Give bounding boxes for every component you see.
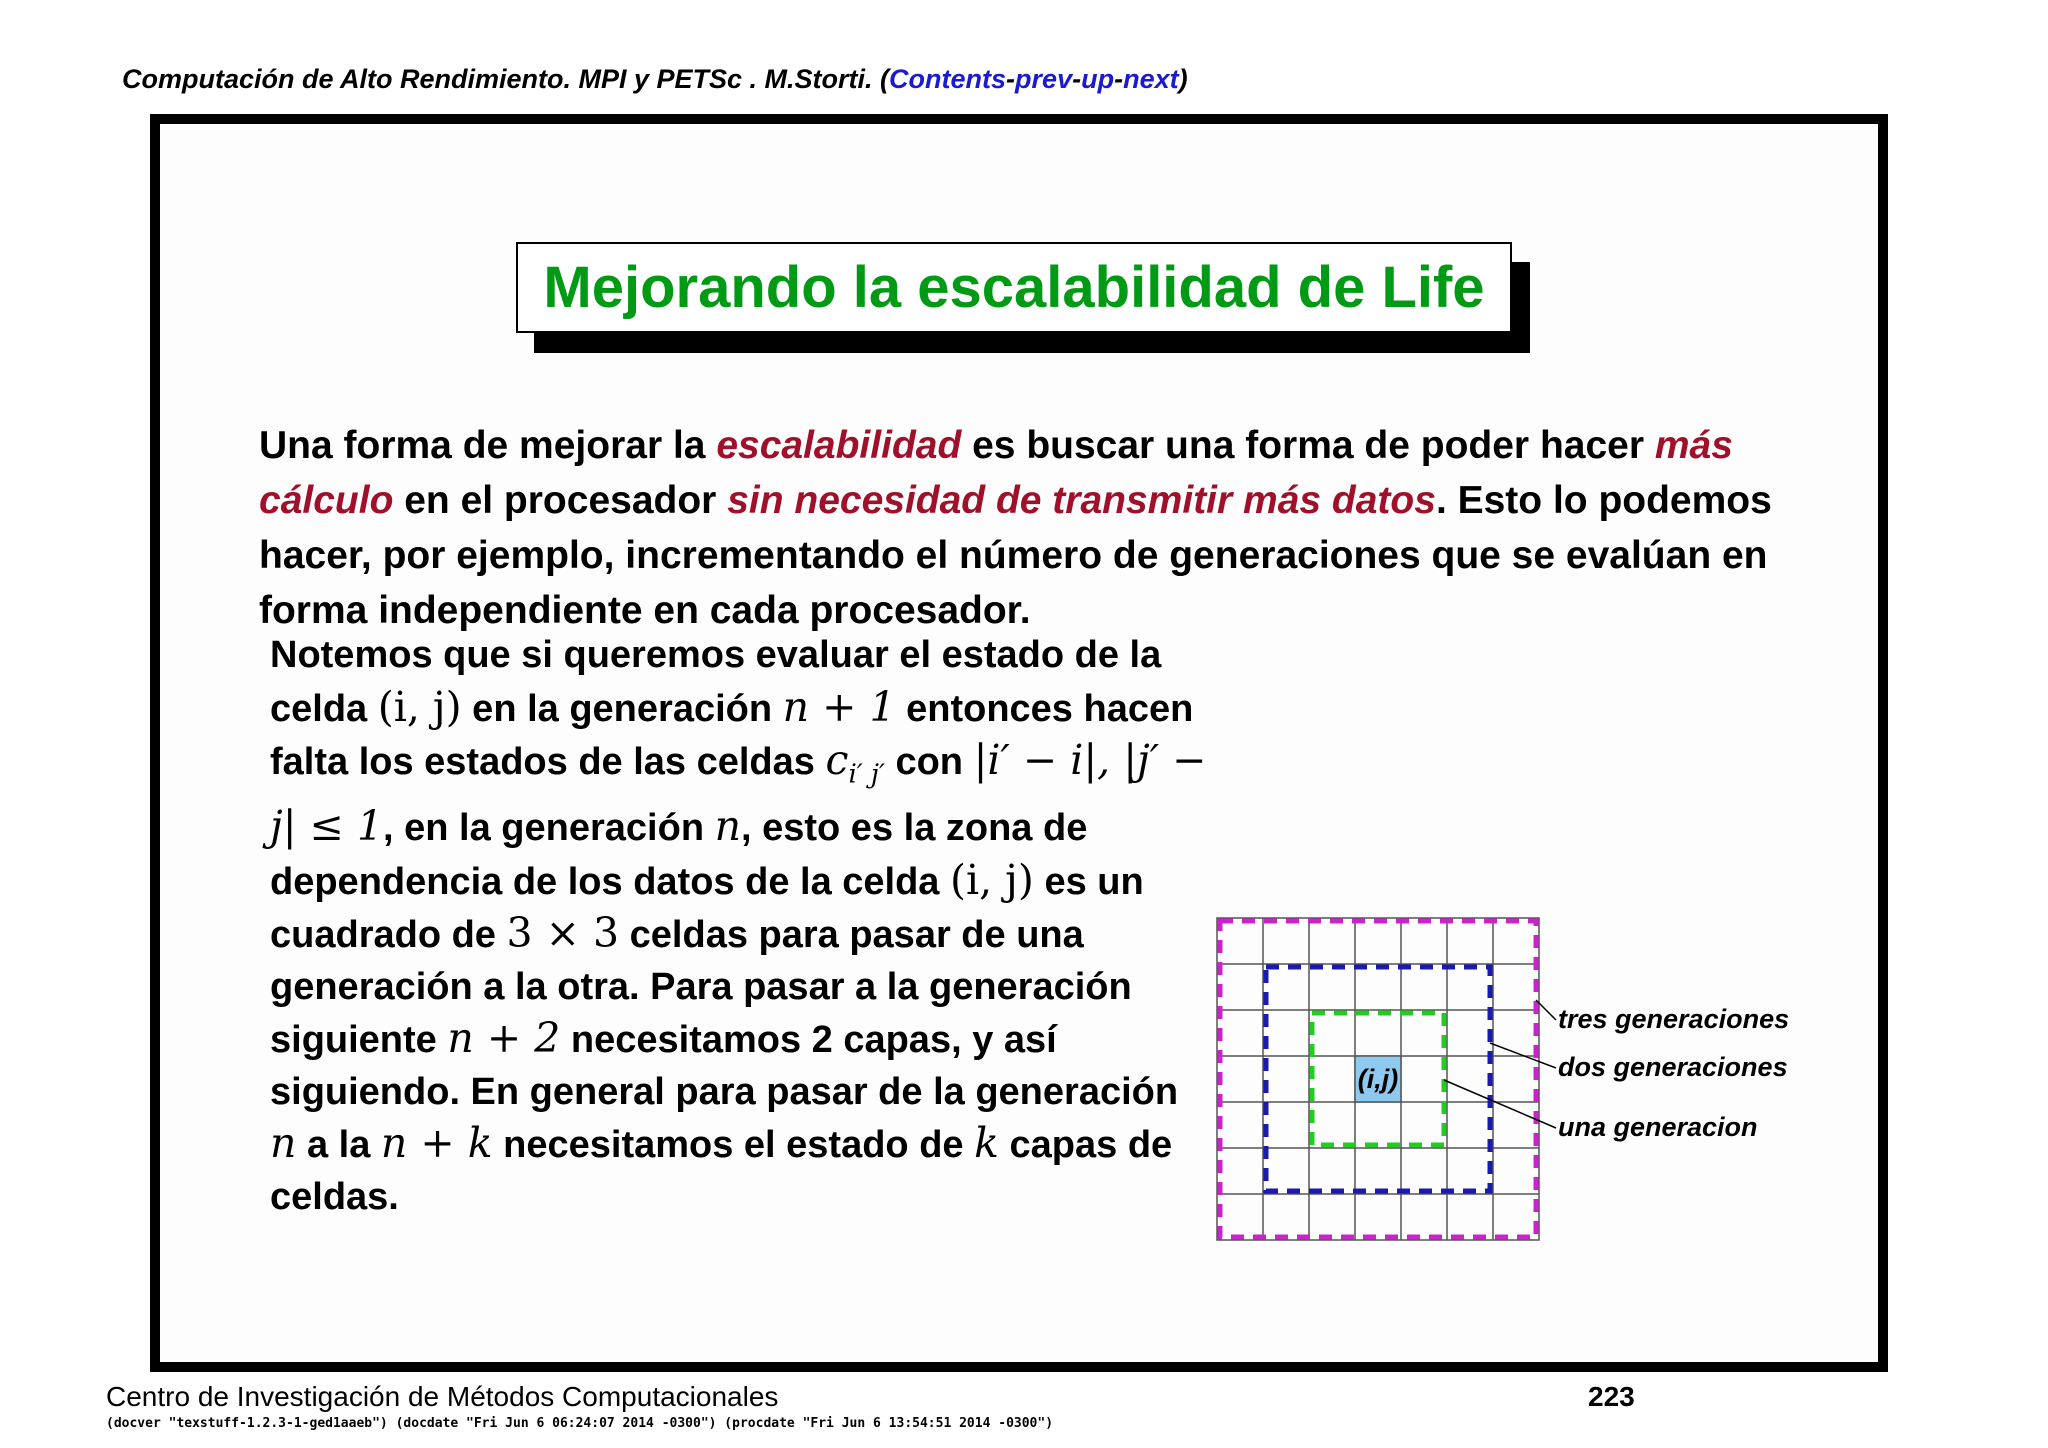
- math-ij: (i, j): [950, 855, 1034, 904]
- math-n: n: [270, 1119, 297, 1168]
- header-text: Computación de Alto Rendimiento. MPI y PETSc . M.Storti. (: [122, 64, 890, 94]
- text-run: . Esto lo podemos hacer, por ejemplo, incrementando el número de generaciones que se evalúan en forma independiente en cada procesador.: [259, 479, 1772, 632]
- contents-link[interactable]: Contents: [889, 64, 1007, 94]
- text-run: en el procesador: [393, 479, 728, 522]
- highlight-mas-calculo: más cálculo: [259, 424, 1733, 522]
- footer-institute: Centro de Investigación de Métodos Computacionales: [106, 1381, 779, 1412]
- slide-title: Mejorando la escalabilidad de Life: [516, 242, 1512, 333]
- math-n: n: [714, 802, 741, 851]
- text-run: necesitamos el estado de: [492, 1124, 975, 1167]
- text-run: necesitamos 2 capas, y así siguiendo. En general para pasar de la generación: [270, 1019, 1179, 1113]
- running-header: Computación de Alto Rendimiento. MPI y PETSc . M.Storti. (Contents-prev-up-next): [122, 64, 1188, 94]
- text-run: Una forma de mejorar la: [259, 424, 717, 467]
- up-link[interactable]: up: [1081, 64, 1115, 94]
- math-n-plus-1: n + 1: [782, 682, 896, 731]
- text-run: a la: [296, 1124, 381, 1167]
- label-tres-generaciones: tres generaciones: [1558, 1004, 1790, 1034]
- text-run: capas de celdas.: [270, 1124, 1173, 1218]
- text-run: en la generación: [461, 687, 783, 730]
- math-n-plus-k: n + k: [380, 1119, 493, 1168]
- footer-meta: (docver "texstuff-1.2.3-1-ged1aaeb") (docdate "Fri Jun 6 06:24:07 2014 -0300") (procdate "Fri Jun 6 13:54:51 2014 -0300"): [106, 1416, 1054, 1431]
- text-run: con: [884, 741, 974, 783]
- math-abs-condition: |i′ − i|, |j′ − j| ≤ 1: [270, 736, 1207, 851]
- text-run: , esto es la zona de dependencia de los datos de la celda: [270, 807, 1088, 903]
- text-run: Notemos que si queremos evaluar el estado de la celda: [270, 634, 1162, 730]
- dependency-grid-diagram: [1200, 910, 1800, 1250]
- intro-paragraph: [259, 418, 1819, 638]
- math-3x3: 3 × 3: [506, 909, 620, 958]
- text-run: es buscar una forma de poder hacer: [961, 424, 1655, 467]
- label-dos-generaciones: dos generaciones: [1558, 1052, 1788, 1082]
- center-cell-label: (i,j): [1357, 1064, 1399, 1094]
- next-link[interactable]: next: [1123, 64, 1179, 94]
- math-n-plus-2: n + 2: [447, 1014, 561, 1063]
- math-ij: (i, j): [377, 682, 462, 731]
- label-una-generacion: una generacion: [1558, 1112, 1758, 1142]
- page-number: 223: [1588, 1381, 1635, 1412]
- header-suffix: ): [1178, 64, 1188, 94]
- text-run: entonces hacen falta los estados de las celdas: [270, 687, 1194, 783]
- text-run: es un cuadrado de: [270, 860, 1144, 957]
- highlight-sin-necesidad: sin necesidad de transmitir más datos: [727, 479, 1436, 522]
- highlight-escalabilidad: escalabilidad: [716, 424, 962, 467]
- math-c: c: [825, 736, 849, 784]
- text-run: , en la generación: [383, 807, 715, 850]
- math-k: k: [974, 1119, 999, 1168]
- dependency-paragraph: [270, 630, 1210, 1223]
- math-c-subscript: i′ j′: [848, 759, 885, 790]
- prev-link[interactable]: prev: [1015, 64, 1073, 94]
- text-run: celdas para pasar de una generación a la otra. Para pasar a la generación siguiente: [270, 914, 1132, 1062]
